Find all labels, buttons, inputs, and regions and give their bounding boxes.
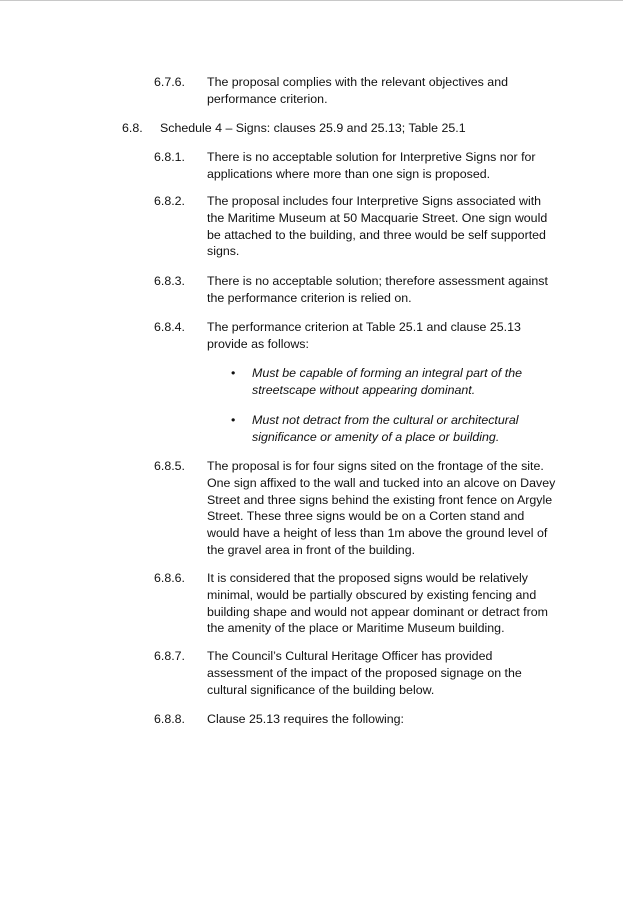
clause-number: 6.8.4. bbox=[154, 320, 186, 334]
bullet-icon: • bbox=[231, 366, 236, 380]
clause-number: 6.8.5. bbox=[154, 459, 186, 473]
section-heading: Schedule 4 – Signs: clauses 25.9 and 25.13; Table 25.1 bbox=[160, 121, 466, 135]
bullet-text: Must not detract from the cultural or architectural significance or amenity of a place or building. bbox=[252, 413, 519, 444]
clause-text: Clause 25.13 requires the following: bbox=[207, 712, 404, 726]
clause-number: 6.8.2. bbox=[154, 194, 186, 208]
clause-text: It is considered that the proposed signs would be relatively minimal, would be partially obscured by existing fencing and building shape and would not appear dominant or detract from the amenity of the place or Maritime Museum building. bbox=[207, 571, 548, 636]
page-top-rule bbox=[0, 0, 623, 1]
clause-number: 6.8.8. bbox=[154, 712, 186, 726]
clause-text: The performance criterion at Table 25.1 and clause 25.13 provide as follows: bbox=[207, 320, 521, 351]
clause-text: The proposal includes four Interpretive Signs associated with the Maritime Museum at 50 Macquarie Street. One sign would be attached to the building, and three would be self supported signs. bbox=[207, 194, 548, 259]
bullet-icon: • bbox=[231, 413, 236, 427]
clause-text: The proposal complies with the relevant objectives and performance criterion. bbox=[207, 75, 508, 106]
clause-number: 6.8.3. bbox=[154, 274, 186, 288]
bullet-text: Must be capable of forming an integral part of the streetscape without appearing dominant. bbox=[252, 366, 522, 397]
clause-number: 6.8.1. bbox=[154, 150, 186, 164]
clause-text: There is no acceptable solution for Interpretive Signs nor for applications where more than one sign is proposed. bbox=[207, 150, 536, 181]
clause-number: 6.8. bbox=[122, 121, 143, 135]
clause-text: There is no acceptable solution; therefore assessment against the performance criterion is relied on. bbox=[207, 274, 548, 305]
clause-number: 6.8.6. bbox=[154, 571, 186, 585]
clause-number: 6.8.7. bbox=[154, 649, 186, 663]
clause-text: The proposal is for four signs sited on the frontage of the site. One sign affixed to the wall and tucked into an alcove on Davey Street and three signs behind the existing front fence on Argyle Street. These three signs would be on a Corten stand and would have a height of less than 1m above the ground level of the gravel area in front of the building. bbox=[207, 459, 556, 557]
clause-text: The Council’s Cultural Heritage Officer has provided assessment of the impact of the proposed signage on the cultural significance of the building below. bbox=[207, 649, 522, 697]
clause-number: 6.7.6. bbox=[154, 75, 186, 89]
